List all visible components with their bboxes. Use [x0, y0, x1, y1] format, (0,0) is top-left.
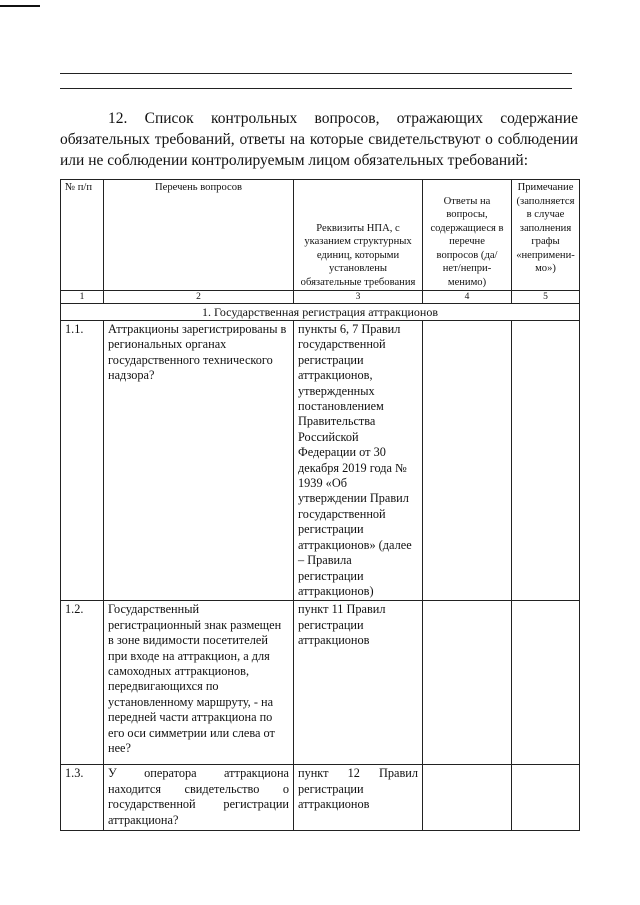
page-corner-mark: [0, 5, 40, 7]
section-title: 1. Государственная регистрация аттракционов: [61, 304, 580, 321]
header-number: № п/п: [61, 180, 104, 291]
row-note-cell[interactable]: [512, 765, 580, 831]
row-requisites: пункты 6, 7 Правил государственной регистрации аттракционов, утвержденных постановлением Правительства Российской Федерации от 30 декабря 2019 года № 1939 «Об утверждении Правил государственной регистрации аттракционов» (далее – Правила регистрации аттракционов): [294, 321, 423, 601]
header-row: [61, 180, 580, 291]
row-requisites: пункт 12 Правил регистрации аттракционов: [294, 765, 423, 831]
row-answer-cell[interactable]: [423, 765, 512, 831]
column-number: 1: [61, 291, 104, 304]
row-number: 1.2.: [61, 601, 104, 765]
row-answer-cell[interactable]: [423, 321, 512, 601]
row-number: 1.1.: [61, 321, 104, 601]
row-note-cell[interactable]: [512, 601, 580, 765]
row-requisites: пункт 11 Правил регистрации аттракционов: [294, 601, 423, 765]
row-question: Аттракционы зарегистрированы в региональных органах государственного технического надзора?: [104, 321, 294, 601]
row-note-cell[interactable]: [512, 321, 580, 601]
header-notes: Примечание (заполняется в случае заполнения графы «непримени- мо»): [512, 180, 580, 291]
row-answer-cell[interactable]: [423, 601, 512, 765]
checklist-table: [60, 179, 580, 831]
header-questions: Перечень вопросов: [104, 180, 294, 291]
column-number: 4: [423, 291, 512, 304]
section-heading: 12. Список контрольных вопросов, отражающих содержание обязательных требований, ответы на которые свидетельствуют о соблюдении или не соблюдении контролируемым лицом обязательных требований:: [60, 110, 578, 169]
row-question: Государственный регистрационный знак размещен в зоне видимости посетителей при входе на аттракцион, а для самоходных аттракционов, передвигающихся по установленному маршруту, - на передней части аттракциона по его оси симметрии или слева от нее?: [104, 601, 294, 765]
table-row: [61, 765, 580, 831]
row-number: 1.3.: [61, 765, 104, 831]
column-number: 5: [512, 291, 580, 304]
header-answers: Ответы на вопросы, содержащиеся в перечне вопросов (да/ нет/непри- менимо): [423, 180, 512, 291]
blank-line-1: [60, 73, 572, 74]
table-row: [61, 601, 580, 765]
row-question: У оператора аттракциона находится свидетельство о государственной регистрации аттракциона?: [104, 765, 294, 831]
blank-line-2: [60, 88, 572, 89]
table-row: [61, 321, 580, 601]
column-number: 3: [294, 291, 423, 304]
section-row: [61, 304, 580, 321]
header-requisites: Реквизиты НПА, с указанием структурных единиц, которыми установлены обязательные требования: [294, 180, 423, 291]
column-number: 2: [104, 291, 294, 304]
column-number-row: [61, 291, 580, 304]
